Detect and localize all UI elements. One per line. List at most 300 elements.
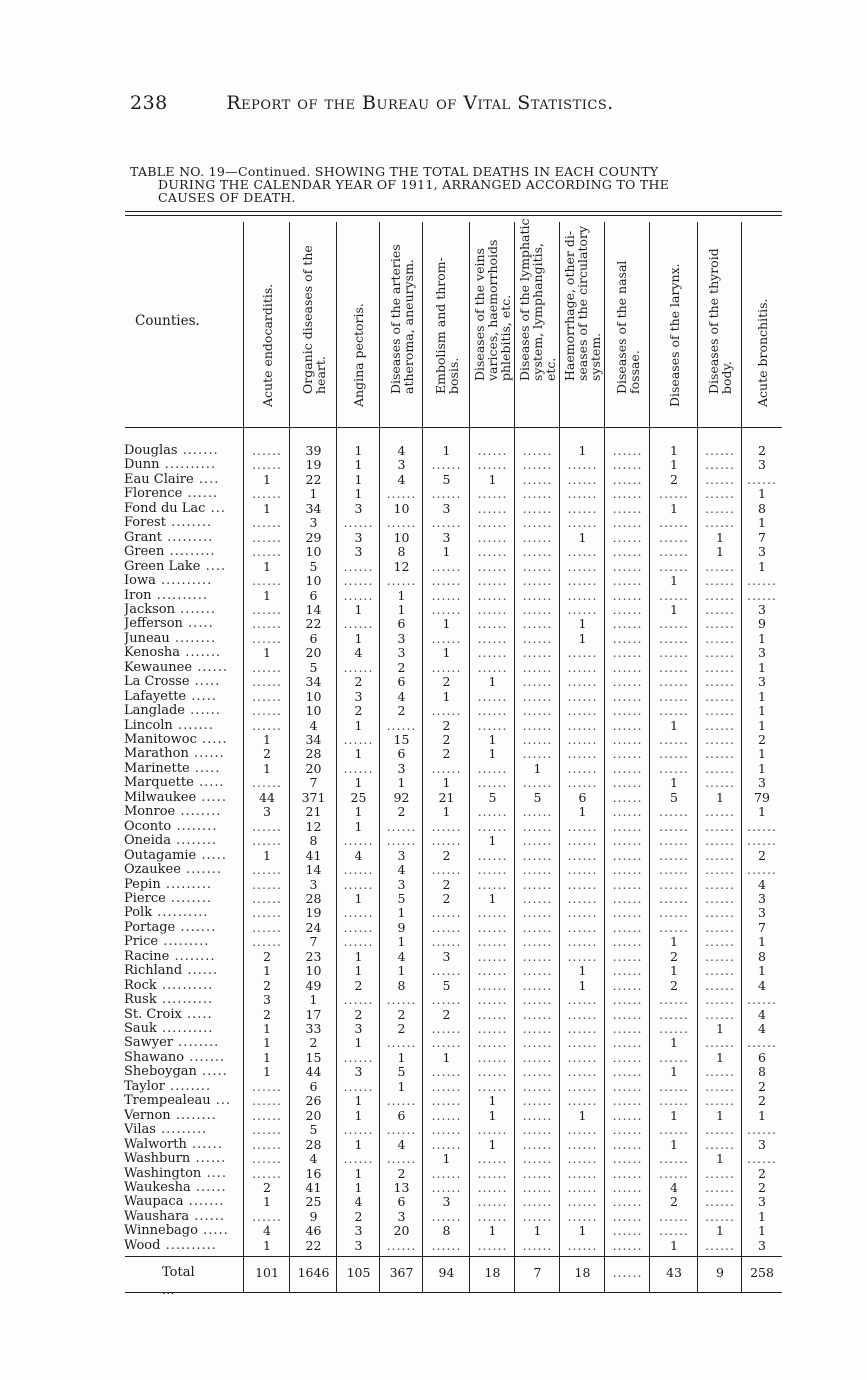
cell-organic_heart: 24	[305, 920, 322, 935]
cell-nasal: ......	[612, 1094, 643, 1109]
cell-veins: ......	[477, 848, 508, 863]
column-header-line: Diseases of the arteries	[387, 244, 403, 394]
cell-haemorrhage: ......	[567, 877, 598, 892]
cell-bronchitis: 1	[758, 1108, 766, 1123]
cell-embolism: ......	[431, 1036, 462, 1051]
cell-embolism: ......	[431, 834, 462, 849]
cell-angina: ......	[343, 617, 374, 632]
cell-bronchitis: 2	[758, 1094, 766, 1109]
cell-arteries: 6	[397, 1195, 406, 1210]
top-rule-1	[125, 211, 782, 212]
cell-larynx: ......	[659, 733, 689, 747]
cell-lymphatic: 1	[533, 1224, 542, 1239]
cell-haemorrhage: ......	[567, 559, 598, 574]
cell-arteries: 1	[397, 588, 406, 603]
cell-embolism: 2	[442, 848, 451, 863]
cell-embolism: ......	[431, 1166, 462, 1181]
cell-acute_endocarditis: ......	[252, 631, 282, 646]
cell-angina: ......	[343, 1152, 374, 1167]
cell-thyroid: ......	[705, 964, 735, 979]
cell-arteries: ......	[386, 516, 417, 531]
cell-nasal: ......	[612, 1079, 643, 1094]
cell-lymphatic: ......	[522, 1195, 553, 1210]
cell-nasal: ......	[612, 819, 643, 834]
cell-acute_endocarditis: 1	[263, 1022, 271, 1036]
county-name: Monroe ........	[124, 805, 222, 820]
county-name: Walworth ......	[124, 1137, 223, 1152]
cell-acute_endocarditis: 1	[263, 501, 271, 516]
cell-angina: 2	[354, 1007, 363, 1022]
cell-larynx: ......	[659, 646, 689, 661]
cell-embolism: 8	[442, 1224, 451, 1239]
county-name: Wood ..........	[124, 1238, 217, 1253]
cell-larynx: ......	[659, 559, 689, 574]
cell-embolism: 21	[438, 790, 455, 805]
cell-veins: ......	[477, 458, 508, 473]
cell-bronchitis: 1	[758, 1209, 766, 1224]
cell-embolism: 2	[442, 675, 451, 690]
cell-veins: ......	[477, 1123, 508, 1138]
cell-larynx: ......	[659, 1209, 689, 1224]
cell-arteries: 1	[397, 776, 406, 791]
cell-thyroid: ......	[705, 761, 735, 776]
cell-organic_heart: 22	[305, 472, 322, 487]
cell-acute_endocarditis: ......	[252, 487, 282, 502]
cell-arteries: 8	[397, 545, 406, 560]
column-header-line: varices, haemorrhoids	[485, 239, 500, 381]
cell-arteries: 3	[397, 848, 406, 863]
cell-bronchitis: 1	[758, 487, 766, 502]
cell-embolism: 1	[442, 1152, 451, 1167]
cell-angina: 1	[354, 819, 363, 834]
cell-veins: ......	[477, 617, 508, 632]
cell-bronchitis: ......	[747, 1036, 777, 1051]
cell-veins: ......	[477, 993, 508, 1008]
cell-larynx: 1	[670, 458, 678, 473]
cell-acute_endocarditis: ......	[252, 877, 282, 892]
column-header-line: Acute bronchitis.	[754, 298, 770, 407]
cell-arteries: ......	[386, 1152, 417, 1167]
column-header-arteries	[380, 225, 423, 420]
cell-angina: 4	[354, 1195, 363, 1210]
cell-lymphatic: ......	[522, 1123, 553, 1138]
cell-lymphatic: ......	[522, 733, 553, 747]
cell-lymphatic: ......	[522, 559, 553, 574]
cell-thyroid: ......	[705, 631, 735, 646]
cell-angina: 3	[354, 689, 363, 704]
cell-arteries: 12	[393, 559, 410, 574]
county-name: Lafayette .....	[124, 689, 217, 704]
cell-larynx: ......	[659, 1022, 689, 1036]
cell-veins: ......	[477, 920, 508, 935]
cell-angina: ......	[343, 993, 374, 1008]
cell-organic_heart: 20	[305, 646, 322, 661]
cell-arteries: ......	[386, 1238, 417, 1253]
cell-embolism: ......	[431, 660, 462, 675]
cell-arteries: 2	[397, 1007, 406, 1022]
cell-haemorrhage: ......	[567, 819, 598, 834]
cell-larynx: 1	[670, 1036, 678, 1051]
cell-thyroid: ......	[705, 617, 735, 632]
cell-lymphatic: ......	[522, 776, 553, 791]
cell-organic_heart: 39	[305, 444, 322, 458]
cell-lymphatic: ......	[522, 935, 553, 950]
cell-bronchitis: ......	[747, 1152, 777, 1167]
cell-veins: ......	[477, 1079, 508, 1094]
cell-arteries: 5	[397, 891, 406, 906]
column-header-embolism	[423, 225, 470, 420]
cell-embolism: ......	[431, 602, 462, 617]
cell-embolism: ......	[431, 920, 462, 935]
cell-nasal: ......	[612, 530, 643, 545]
cell-haemorrhage: ......	[567, 1166, 598, 1181]
cell-larynx: ......	[659, 689, 689, 704]
cell-arteries: ......	[386, 1094, 417, 1109]
county-name: Sauk ..........	[124, 1022, 214, 1036]
cell-lymphatic: ......	[522, 906, 553, 921]
cell-bronchitis: 3	[758, 1137, 766, 1152]
cell-lymphatic: 5	[533, 790, 542, 805]
cell-arteries: 13	[393, 1180, 410, 1195]
cell-larynx: 1	[670, 964, 678, 979]
cell-acute_endocarditis: ......	[252, 819, 282, 834]
cell-thyroid: ......	[705, 733, 735, 747]
cell-thyroid: ......	[705, 689, 735, 704]
counties-header: Counties.	[135, 313, 200, 329]
column-header-line: system, lymphangitis,	[530, 243, 545, 381]
cell-lymphatic: ......	[522, 444, 553, 458]
cell-veins: ......	[477, 660, 508, 675]
cell-bronchitis: 1	[758, 935, 766, 950]
cell-arteries: ......	[386, 487, 417, 502]
cell-larynx: 4	[670, 1180, 678, 1195]
cell-acute_endocarditis: 2	[263, 949, 271, 964]
cell-larynx: ......	[659, 805, 689, 820]
cell-thyroid: 1	[716, 1022, 724, 1036]
cell-haemorrhage: ......	[567, 516, 598, 531]
county-name: Waupaca .......	[124, 1195, 225, 1210]
cell-acute_endocarditis: ......	[252, 1094, 282, 1109]
county-name: Waukesha ......	[124, 1180, 227, 1195]
cell-acute_endocarditis: ......	[252, 920, 282, 935]
cell-arteries: 3	[397, 1209, 406, 1224]
cell-haemorrhage: ......	[567, 1152, 598, 1167]
cell-acute_endocarditis: 1	[263, 733, 271, 747]
county-name: Ozaukee .......	[124, 863, 222, 878]
cell-organic_heart: 10	[305, 545, 322, 560]
cell-bronchitis: 1	[758, 747, 766, 762]
cell-nasal: ......	[612, 920, 643, 935]
cell-organic_heart: 49	[305, 978, 322, 993]
cell-embolism: 2	[442, 891, 451, 906]
county-name: Grant .........	[124, 530, 214, 545]
cell-veins: ......	[477, 863, 508, 878]
cell-arteries: 1	[397, 1079, 406, 1094]
cell-nasal: ......	[612, 848, 643, 863]
cell-larynx: ......	[659, 617, 689, 632]
cell-haemorrhage: ......	[567, 545, 598, 560]
cell-organic_heart: 6	[309, 631, 318, 646]
cell-acute_endocarditis: ......	[252, 1137, 282, 1152]
county-name: Oconto ........	[124, 819, 218, 834]
column-header-bronchitis	[742, 225, 782, 420]
cell-embolism: 3	[442, 530, 451, 545]
cell-lymphatic: ......	[522, 964, 553, 979]
cell-larynx: 1	[670, 444, 678, 458]
cell-organic_heart: 34	[305, 675, 322, 690]
cell-acute_endocarditis: ......	[252, 689, 282, 704]
cell-haemorrhage: ......	[567, 1137, 598, 1152]
cell-larynx: ......	[659, 530, 689, 545]
cell-arteries: 1	[397, 906, 406, 921]
county-name: Kewaunee ......	[124, 660, 229, 675]
cell-organic_heart: 6	[309, 1079, 318, 1094]
cell-veins: ......	[477, 776, 508, 791]
cell-arteries: 3	[397, 761, 406, 776]
cell-thyroid: ......	[705, 1036, 735, 1051]
cell-thyroid: 1	[716, 790, 724, 805]
cell-veins: ......	[477, 978, 508, 993]
cell-embolism: ......	[431, 964, 462, 979]
cell-thyroid: ......	[705, 906, 735, 921]
cell-thyroid: 1	[716, 1050, 724, 1065]
cell-acute_endocarditis: ......	[252, 891, 282, 906]
cell-thyroid: ......	[705, 935, 735, 950]
cell-nasal: ......	[612, 1022, 643, 1036]
cell-angina: ......	[343, 1050, 374, 1065]
cell-larynx: ......	[659, 487, 689, 502]
cell-larynx: ......	[659, 588, 689, 603]
cell-nasal: ......	[612, 747, 643, 762]
cell-haemorrhage: ......	[567, 747, 598, 762]
cell-angina: 1	[354, 1166, 363, 1181]
cell-haemorrhage: ......	[567, 733, 598, 747]
cell-acute_endocarditis: 2	[263, 978, 271, 993]
cell-angina: 1	[354, 631, 363, 646]
cell-angina: 1	[354, 458, 363, 473]
county-name: Iowa ..........	[124, 574, 213, 589]
cell-organic_heart: 10	[305, 704, 322, 719]
cell-organic_heart: 28	[305, 1137, 322, 1152]
cell-angina: 1	[354, 805, 363, 820]
cell-angina: 3	[354, 530, 363, 545]
cell-haemorrhage: ......	[567, 848, 598, 863]
cell-arteries: 20	[393, 1224, 410, 1239]
cell-nasal: ......	[612, 964, 643, 979]
cell-acute_endocarditis: 1	[263, 588, 271, 603]
cell-veins: ......	[477, 906, 508, 921]
cell-angina: 1	[354, 1094, 363, 1109]
cell-veins: 1	[488, 1224, 497, 1239]
cell-lymphatic: ......	[522, 602, 553, 617]
cell-nasal: ......	[612, 588, 643, 603]
cell-embolism: 5	[442, 472, 451, 487]
cell-haemorrhage: ......	[567, 458, 598, 473]
county-name: Marathon ......	[124, 747, 225, 762]
total-label: Total ...	[162, 1265, 195, 1298]
column-header-line: etc.	[543, 357, 558, 381]
cell-embolism: ......	[431, 1238, 462, 1253]
cell-nasal: ......	[612, 733, 643, 747]
cell-lymphatic: ......	[522, 993, 553, 1008]
cell-arteries: 2	[397, 704, 406, 719]
cell-arteries: 3	[397, 458, 406, 473]
county-name: Marquette .....	[124, 776, 225, 791]
cell-veins: 1	[488, 1094, 497, 1109]
cell-arteries: 4	[397, 1137, 406, 1152]
cell-arteries: ......	[386, 1036, 417, 1051]
cell-larynx: 1	[670, 1065, 678, 1080]
cell-acute_endocarditis: ......	[252, 602, 282, 617]
cell-arteries: 2	[397, 805, 406, 820]
cell-veins: 1	[488, 834, 497, 849]
cell-bronchitis: 2	[758, 848, 766, 863]
cell-lymphatic: ......	[522, 920, 553, 935]
cell-organic_heart: 34	[305, 501, 322, 516]
cell-lymphatic: ......	[522, 458, 553, 473]
cell-thyroid: ......	[705, 1166, 735, 1181]
cell-organic_heart: 26	[305, 1094, 322, 1109]
cell-embolism: 1	[442, 444, 451, 458]
county-name: Portage .......	[124, 920, 217, 935]
cell-angina: 1	[354, 472, 363, 487]
column-header-line: Diseases of the veins	[472, 248, 487, 381]
cell-nasal: ......	[612, 689, 643, 704]
cell-lymphatic: ......	[522, 588, 553, 603]
cell-organic_heart: 10	[305, 964, 322, 979]
cell-acute_endocarditis: 1	[263, 848, 271, 863]
page-title: Report of the Bureau of Vital Statistics.	[226, 92, 614, 114]
total-acute_endocarditis: 101	[255, 1265, 279, 1280]
cell-lymphatic: ......	[522, 1050, 553, 1065]
cell-larynx: ......	[659, 675, 689, 690]
cell-organic_heart: 19	[305, 906, 322, 921]
cell-veins: ......	[477, 574, 508, 589]
cell-nasal: ......	[612, 1108, 643, 1123]
cell-arteries: 6	[397, 747, 406, 762]
cell-angina: 2	[354, 1209, 363, 1224]
cell-bronchitis: 3	[758, 458, 766, 473]
cell-acute_endocarditis: 1	[263, 559, 271, 574]
cell-bronchitis: 2	[758, 444, 766, 458]
cell-angina: 1	[354, 444, 363, 458]
column-header-lymphatic	[515, 218, 560, 420]
cell-bronchitis: 9	[758, 617, 766, 632]
cell-veins: ......	[477, 689, 508, 704]
cell-acute_endocarditis: 1	[263, 1238, 271, 1253]
total-arteries: 367	[389, 1265, 414, 1280]
cell-thyroid: ......	[705, 1238, 735, 1253]
cell-embolism: 2	[442, 718, 451, 733]
cell-embolism: ......	[431, 993, 462, 1008]
cell-nasal: ......	[612, 906, 643, 921]
cell-lymphatic: ......	[522, 978, 553, 993]
cell-lymphatic: ......	[522, 1079, 553, 1094]
cell-angina: 1	[354, 747, 363, 762]
cell-arteries: 92	[393, 790, 410, 805]
cell-haemorrhage: ......	[567, 920, 598, 935]
county-name: Dunn ..........	[124, 458, 217, 473]
cell-lymphatic: 1	[533, 761, 542, 776]
cell-organic_heart: 14	[305, 863, 322, 878]
cell-bronchitis: 8	[758, 501, 766, 516]
cell-haemorrhage: ......	[567, 675, 598, 690]
cell-nasal: ......	[612, 660, 643, 675]
cell-nasal: ......	[612, 444, 643, 458]
county-name: Price .........	[124, 935, 210, 950]
cell-angina: ......	[343, 588, 374, 603]
cell-nasal: ......	[612, 978, 643, 993]
cell-arteries: 6	[397, 617, 406, 632]
cell-haemorrhage: 1	[578, 978, 587, 993]
cell-veins: 1	[488, 891, 497, 906]
column-header-line: Organic diseases of the	[299, 245, 315, 394]
cell-veins: ......	[477, 1152, 508, 1167]
cell-organic_heart: 16	[305, 1166, 322, 1181]
cell-veins: ......	[477, 718, 508, 733]
total-larynx: 43	[666, 1265, 682, 1280]
cell-bronchitis: 3	[758, 1195, 766, 1210]
cell-thyroid: ......	[705, 1123, 735, 1138]
cell-lymphatic: ......	[522, 1209, 553, 1224]
cell-larynx: 1	[670, 1108, 678, 1123]
column-header-line: seases of the circulatory	[575, 225, 590, 381]
cell-haemorrhage: 1	[578, 617, 587, 632]
cell-organic_heart: 46	[305, 1224, 322, 1239]
cell-arteries: 15	[393, 733, 410, 747]
cell-haemorrhage: ......	[567, 1180, 598, 1195]
cell-organic_heart: 10	[305, 574, 322, 589]
county-name: La Crosse .....	[124, 675, 221, 690]
cell-nasal: ......	[612, 1195, 643, 1210]
cell-angina: ......	[343, 834, 374, 849]
cell-arteries: 4	[397, 689, 406, 704]
cell-larynx: 1	[670, 1137, 678, 1152]
cell-angina: 1	[354, 1108, 363, 1123]
cell-embolism: 1	[442, 617, 451, 632]
cell-haemorrhage: ......	[567, 1209, 598, 1224]
cell-arteries: 2	[397, 660, 406, 675]
cell-haemorrhage: ......	[567, 993, 598, 1008]
cell-acute_endocarditis: ......	[252, 1209, 282, 1224]
column-header-larynx	[650, 225, 698, 420]
cell-arteries: 6	[397, 1108, 406, 1123]
cell-haemorrhage: 1	[578, 1224, 587, 1239]
cell-thyroid: ......	[705, 501, 735, 516]
cell-embolism: ......	[431, 631, 462, 646]
county-name: Green Lake ....	[124, 559, 227, 574]
page-number: 238	[130, 92, 168, 114]
cell-larynx: ......	[659, 863, 689, 878]
cell-lymphatic: ......	[522, 1036, 553, 1051]
cell-arteries: 2	[397, 1022, 406, 1036]
column-header-nasal	[605, 225, 650, 420]
cell-haemorrhage: ......	[567, 487, 598, 502]
cell-angina: 1	[354, 487, 363, 502]
cell-lymphatic: ......	[522, 877, 553, 892]
cell-haemorrhage: ......	[567, 1050, 598, 1065]
cell-acute_endocarditis: ......	[252, 444, 282, 458]
cell-acute_endocarditis: ......	[252, 1166, 282, 1181]
cell-acute_endocarditis: ......	[252, 660, 282, 675]
cell-bronchitis: 3	[758, 1238, 766, 1253]
cell-organic_heart: 44	[305, 1065, 322, 1080]
cell-organic_heart: 4	[309, 718, 318, 733]
cell-haemorrhage: ......	[567, 891, 598, 906]
cell-larynx: 2	[670, 1195, 678, 1210]
cell-bronchitis: 1	[758, 689, 766, 704]
cell-bronchitis: ......	[747, 993, 777, 1008]
